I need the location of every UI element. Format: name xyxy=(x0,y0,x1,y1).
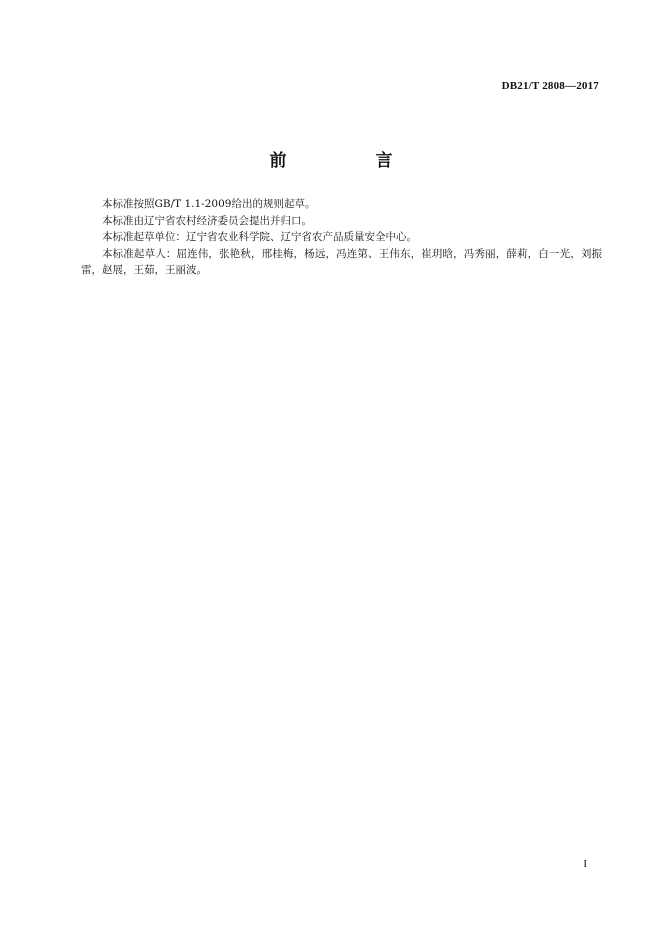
page-number: I xyxy=(583,858,587,870)
paragraph-proposer: 本标准由辽宁省农村经济委员会提出并归口。 xyxy=(102,214,312,227)
standard-code: DB21/T 2808—2017 xyxy=(501,80,599,92)
paragraph-drafting-rules: 本标准按照GB/T 1.1-2009给出的规则起草。 xyxy=(102,198,316,210)
paragraph-drafting-units: 本标准起草单位：辽宁省农业科学院、辽宁省农产品质量安全中心。 xyxy=(102,231,417,243)
page-title: 前 言 xyxy=(269,151,429,171)
preface-body xyxy=(81,196,602,279)
paragraph-drafters: 本标准起草人：屈连伟，张艳秋，邢桂梅，杨远，冯连第、王伟东，崔玥晗，冯秀丽，薛莉，白一光，刘振雷，赵展，王茹，王丽波。 xyxy=(81,247,602,276)
